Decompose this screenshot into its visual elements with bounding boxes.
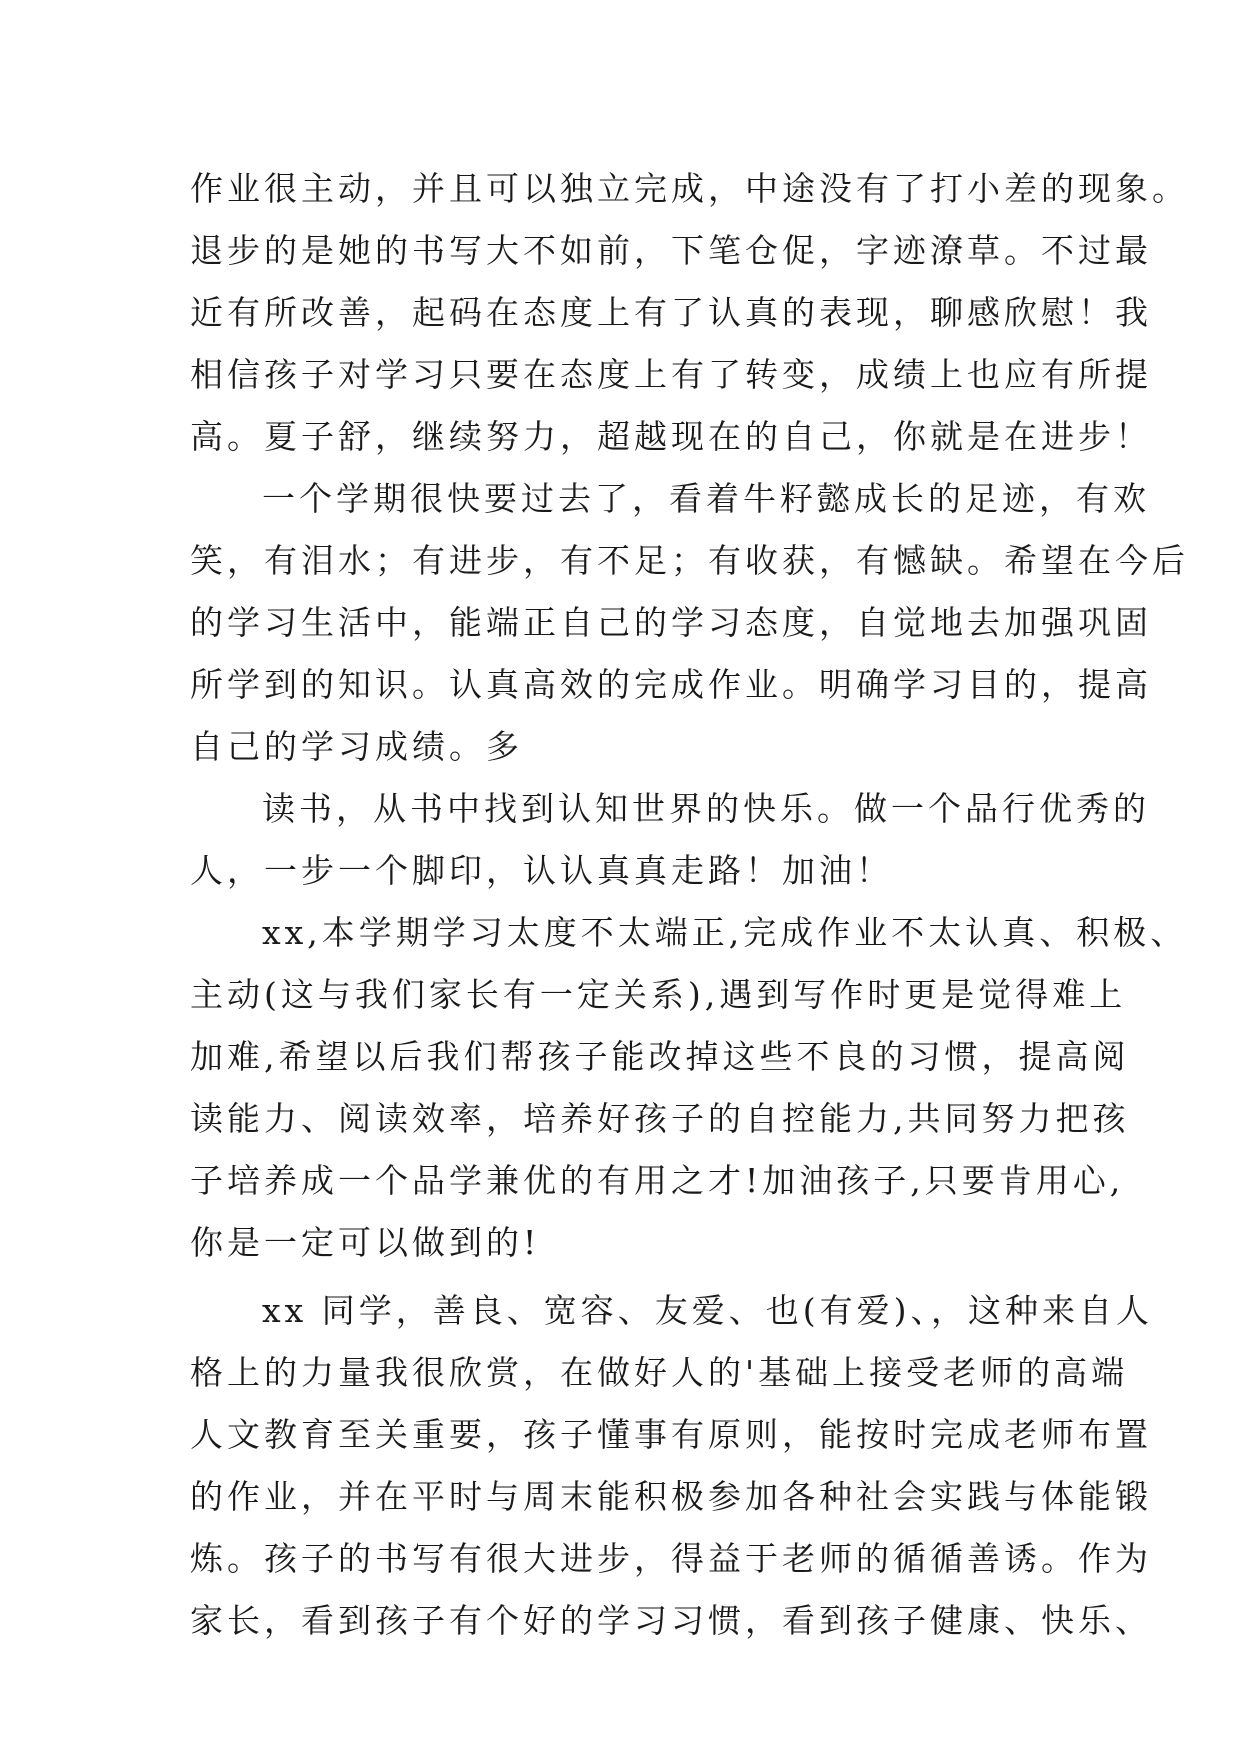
- text-line: 你是一定可以做到的!: [190, 1223, 541, 1262]
- paragraph-first-line: 一个学期很快要过去了，看着牛籽懿成长的足迹，有欢: [262, 479, 1150, 518]
- text-line: 笑，有泪水；有进步，有不足；有收获，有憾缺。希望在今后: [190, 541, 1189, 580]
- text-line: 相信孩子对学习只要在态度上有了转变，成绩上也应有所提: [190, 355, 1152, 394]
- text-line: 子培养成一个品学兼优的有用之才!加油孩子,只要肯用心,: [190, 1161, 1125, 1200]
- paragraph-first-line: 读书，从书中找到认知世界的快乐。做一个品行优秀的: [262, 789, 1150, 828]
- text-line: 人，一步一个脚印，认认真真走路！加油！: [190, 851, 893, 890]
- text-line: 主动(这与我们家长有一定关系),遇到写作时更是觉得难上: [190, 975, 1127, 1014]
- text-line: 高。夏子舒，继续努力，超越现在的自己，你就是在进步！: [190, 417, 1152, 456]
- paragraph-first-line: xx,本学期学习太度不太端正,完成作业不太认真、积极、: [262, 913, 1188, 952]
- text-line: 家长，看到孩子有个好的学习习惯，看到孩子健康、快乐、: [190, 1601, 1152, 1640]
- paragraph-first-line: xx 同学，善良、宽容、友爱、也(有爱)、，这种来自人: [262, 1291, 1153, 1330]
- text-line: 读能力、阅读效率，培养好孩子的自控能力,共同努力把孩: [190, 1099, 1130, 1138]
- text-line: 的学习生活中，能端正自己的学习态度，自觉地去加强巩固: [190, 603, 1152, 642]
- text-line: 所学到的知识。认真高效的完成作业。明确学习目的，提高: [190, 665, 1152, 704]
- text-line: 作业很主动，并且可以独立完成，中途没有了打小差的现象。: [190, 169, 1189, 208]
- document-body: [190, 158, 1189, 1652]
- text-line: 自己的学习成绩。多: [190, 727, 523, 766]
- text-line: 格上的力量我很欣赏，在做好人的'基础上接受老师的高端: [190, 1353, 1129, 1392]
- text-line: 加难,希望以后我们帮孩子能改掉这些不良的习惯，提高阅: [190, 1037, 1130, 1076]
- text-line: 炼。孩子的书写有很大进步，得益于老师的循循善诱。作为: [190, 1539, 1152, 1578]
- text-line: 的作业，并在平时与周末能积极参加各种社会实践与体能锻: [190, 1477, 1152, 1516]
- text-line: 退步的是她的书写大不如前，下笔仓促，字迹潦草。不过最: [190, 231, 1152, 270]
- text-line: 近有所改善，起码在态度上有了认真的表现，聊感欣慰！我: [190, 293, 1152, 332]
- text-line: 人文教育至关重要，孩子懂事有原则，能按时完成老师布置: [190, 1415, 1152, 1454]
